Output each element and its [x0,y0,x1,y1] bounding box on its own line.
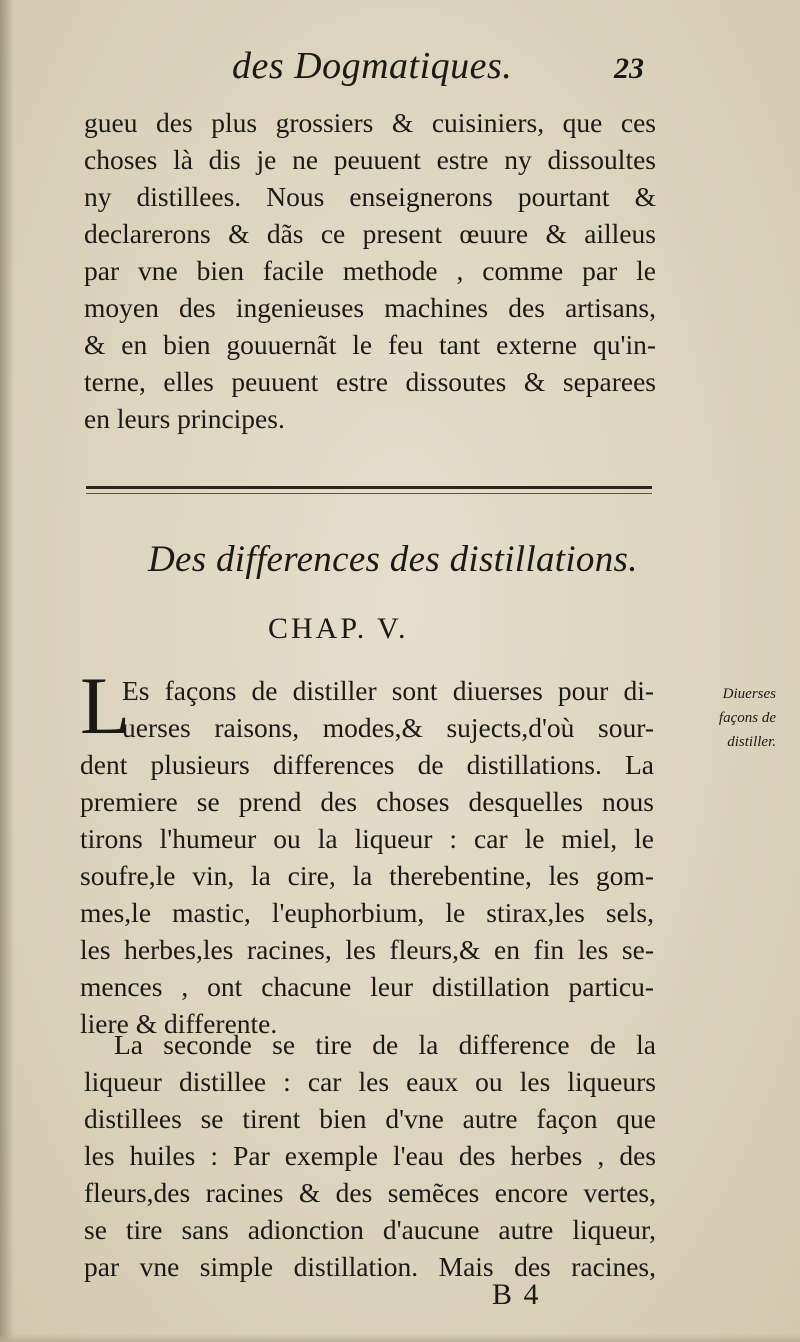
text-line: par vne bien facile methode , comme par le [84,255,656,286]
page-number: 23 [614,52,644,85]
text-line: les herbes,les racines, les fleurs,& en fin les se- [80,934,654,965]
running-head: des Dogmatiques. [232,45,513,87]
margin-note-line: façons de [718,710,776,726]
margin-note-line: distiller. [727,734,776,750]
text-line: liere & differente. [80,1008,278,1039]
text-line: declarerons & dãs ce present œuure & ailleus [84,218,656,249]
text-line: mes,le mastic, l'euphorbium, le stirax,les sels, [80,897,654,928]
text-line: Es façons de distiller sont diuerses pour di- [122,675,654,706]
paragraph-second [84,1026,656,1285]
chapter-number: CHAP. V. [268,612,409,645]
section-divider-thin [86,493,652,494]
page-edge [0,1334,800,1342]
text-line: les huiles : Par exemple l'eau des herbes , des [84,1140,656,1171]
text-line: La seconde se tire de la difference de la [114,1029,656,1060]
paragraph-continuation [84,104,656,437]
text-line: uerses raisons, modes,& sujects,d'où sour- [122,712,654,743]
text-line: fleurs,des racines & des semẽces encore vertes, [84,1177,656,1208]
margin-note [692,682,776,754]
paragraph-opening [122,672,654,746]
paragraph-first [80,746,654,1042]
text-line: mences , ont chacune leur distillation particu- [80,971,654,1002]
text-line: gueu des plus grossiers & cuisiniers, que ces [84,107,656,138]
text-line: terne, elles peuuent estre dissoutes & separees [84,366,656,397]
chapter-title: Des differences des distillations. [148,539,638,580]
signature-mark: B 4 [492,1278,541,1311]
text-line: & en bien gouuernãt le feu tant externe qu'in- [84,329,656,360]
binding-shadow [0,0,14,1342]
text-line: se tire sans adionction d'aucune autre liqueur, [84,1214,656,1245]
text-line: liqueur distillee : car les eaux ou les liqueurs [84,1066,656,1097]
section-divider [86,486,652,489]
text-line: soufre,le vin, la cire, la therebentine, les gom- [80,860,654,891]
text-line: choses là dis je ne peuuent estre ny dissoultes [84,144,656,175]
text-line: tirons l'humeur ou la liqueur : car le miel, le [80,823,654,854]
text-line: dent plusieurs differences de distillations. La [80,749,654,780]
text-line: par vne simple distillation. Mais des racines, [84,1251,656,1282]
text-line: en leurs principes. [84,403,285,434]
text-line: ny distillees. Nous enseignerons pourtant & [84,181,656,212]
text-line: premiere se prend des choses desquelles nous [80,786,654,817]
drop-cap: L [80,660,131,751]
text-line: moyen des ingenieuses machines des artisans, [84,292,656,323]
text-line: distillees se tirent bien d'vne autre façon que [84,1103,656,1134]
margin-note-line: Diuerses [722,686,776,702]
